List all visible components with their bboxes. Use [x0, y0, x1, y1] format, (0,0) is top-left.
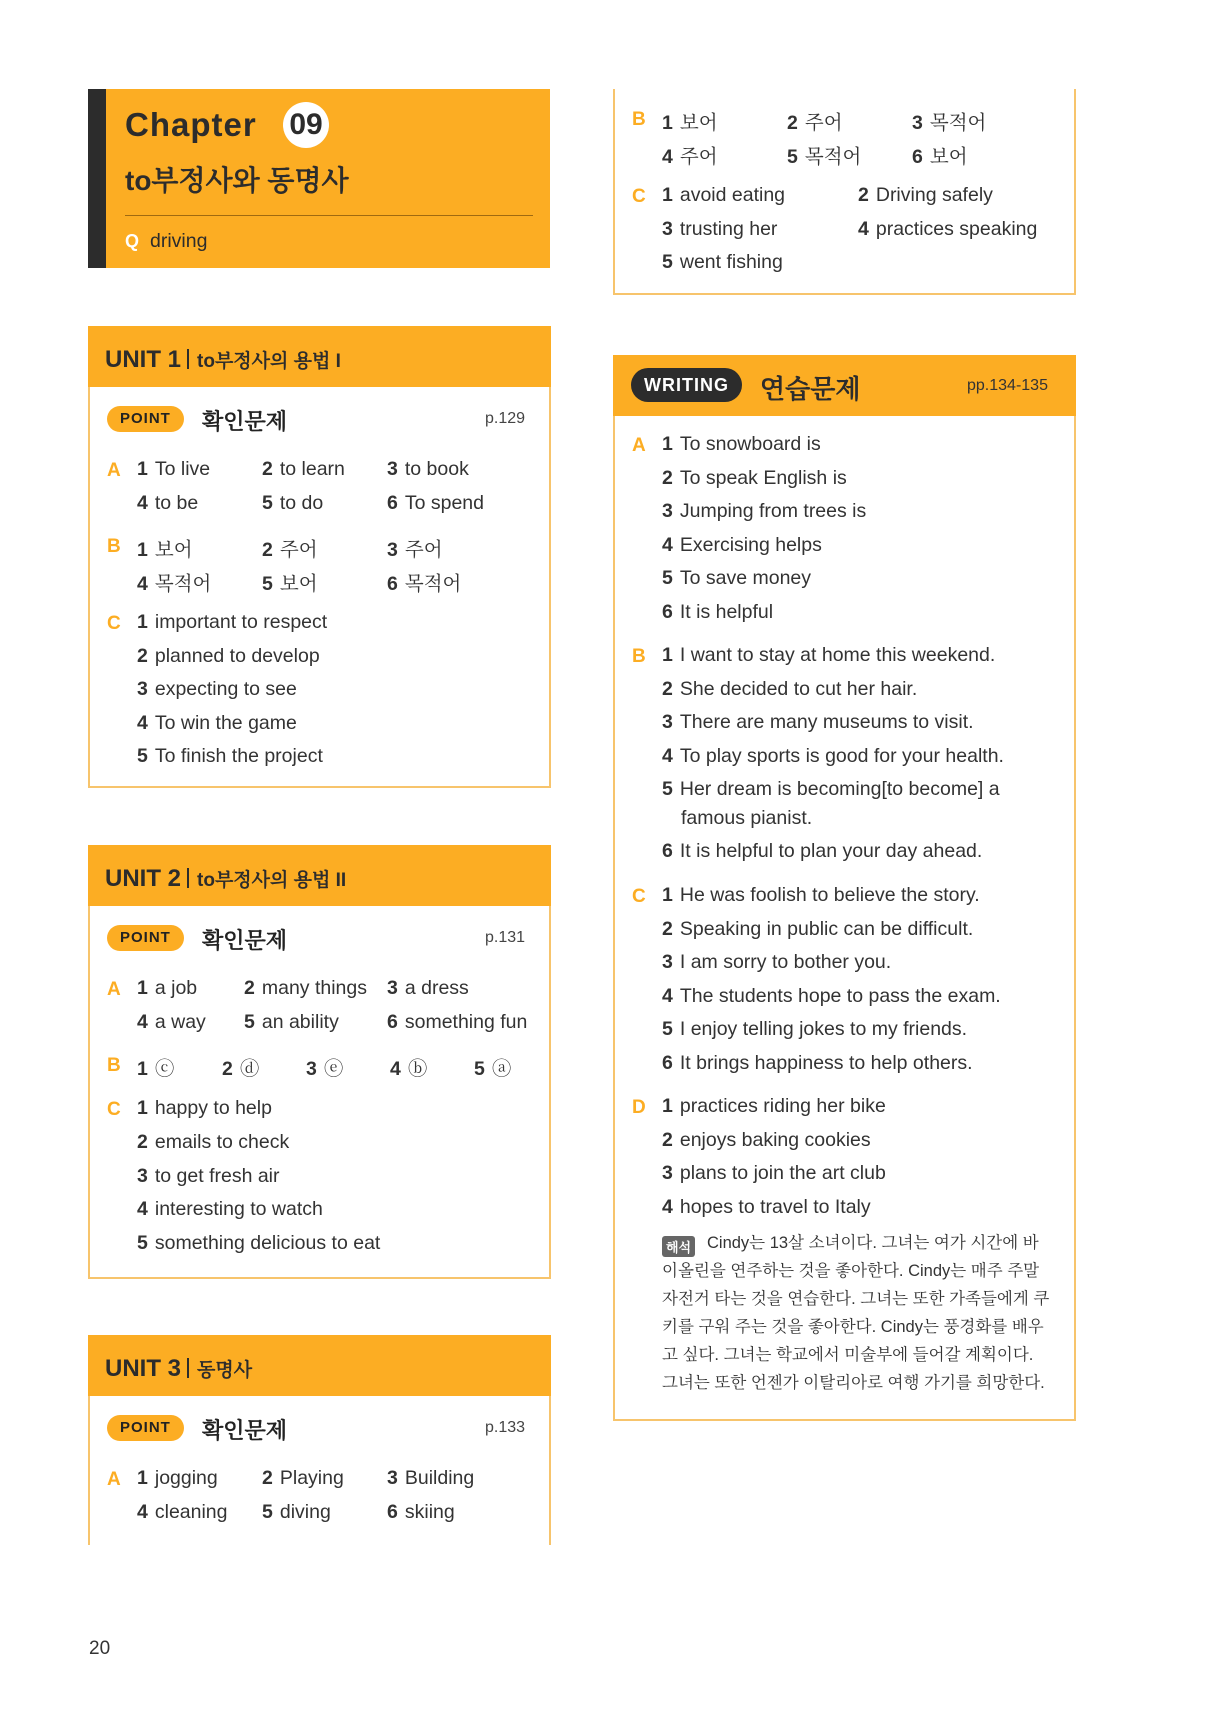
translation-line: 그녀는 또한 언젠가 이탈리아로 여행 가기를 희망한다. — [662, 1374, 1045, 1392]
list-item: 6 It brings happiness to help others. — [662, 1052, 973, 1074]
unit2-subtitle: to부정사의 용법 II — [197, 870, 347, 891]
writing-letter-b: B — [632, 646, 646, 667]
unit2-letter-a: A — [107, 979, 121, 1000]
list-item: 2 to learn — [262, 458, 345, 480]
unit1-title-row — [105, 346, 341, 374]
continuation-box — [613, 89, 1076, 295]
list-item: 6 To spend — [387, 492, 485, 514]
list-item: 1 jogging — [137, 1467, 218, 1489]
unit2-letter-c: C — [107, 1099, 121, 1120]
list-item: 4 To win the game — [137, 712, 297, 734]
list-item: 5 ⓐ — [474, 1058, 512, 1080]
translation-line: 키를 구워 주는 것을 좋아한다. Cindy는 풍경화를 배우 — [662, 1318, 1044, 1336]
unit1-title: UNIT 1 — [105, 346, 182, 373]
list-item: 4 To play sports is good for your health. — [662, 745, 1004, 767]
writing-pill: WRITING — [631, 368, 742, 402]
writing-box — [613, 355, 1076, 1421]
list-item: 3 expecting to see — [137, 678, 297, 700]
list-item: 2 enjoys baking cookies — [662, 1129, 871, 1151]
list-item: 5 diving — [262, 1501, 331, 1523]
list-item: 1 To snowboard is — [662, 433, 821, 455]
list-item: 3 plans to join the art club — [662, 1162, 886, 1184]
unit3-header — [88, 1335, 551, 1396]
list-item: 5 보어 — [262, 573, 318, 595]
list-item: 1 happy to help — [137, 1097, 272, 1119]
chapter-title: to부정사와 동명사 — [125, 165, 349, 196]
list-item: 1 보어 — [662, 112, 718, 134]
list-item: 1 To live — [137, 458, 211, 480]
list-item: 3 to book — [387, 458, 469, 480]
list-item: 2 many things — [244, 977, 367, 999]
unit1-box — [88, 326, 551, 788]
chapter-number: 09 — [283, 102, 329, 148]
list-item: 5 To finish the project — [137, 745, 323, 767]
list-item: 6 It is helpful to plan your day ahead. — [662, 840, 983, 862]
list-item: 5 목적어 — [787, 146, 862, 168]
list-item: 5 Her dream is becoming[to become] a — [662, 778, 1000, 800]
translation-line: 고 싶다. 그녀는 학교에서 미술부에 들어갈 계획이다. — [662, 1346, 1034, 1364]
list-item: 5 To save money — [662, 567, 812, 589]
list-item: 1 He was foolish to believe the story. — [662, 884, 980, 906]
list-item: 4 hopes to travel to Italy — [662, 1196, 871, 1218]
list-item: 2 Speaking in public can be difficult. — [662, 918, 974, 940]
unit3-section-title: 확인문제 — [202, 1418, 288, 1443]
list-item: 2 She decided to cut her hair. — [662, 678, 918, 700]
list-item: 3 trusting her — [662, 218, 778, 240]
unit2-section-title: 확인문제 — [202, 928, 288, 953]
list-item: 3 a dress — [387, 977, 469, 999]
unit3-title: UNIT 3 — [105, 1355, 182, 1382]
list-item: 5 something delicious to eat — [137, 1232, 381, 1254]
unit2-title: UNIT 2 — [105, 865, 182, 892]
unit3-page-ref: p.133 — [485, 1419, 526, 1436]
list-item: 1 I want to stay at home this weekend. — [662, 644, 996, 666]
list-item: 6 It is helpful — [662, 601, 774, 623]
translation-line: 자전거 타는 것을 연습한다. 그녀는 또한 가족들에게 쿠 — [662, 1290, 1050, 1308]
list-item: 5 I enjoy telling jokes to my friends. — [662, 1018, 968, 1040]
unit1-letter-a: A — [107, 460, 121, 481]
list-item: 4 주어 — [662, 146, 718, 168]
unit1-point-pill: POINT — [107, 406, 184, 432]
list-item: 1 important to respect — [137, 611, 328, 633]
unit1-letter-b: B — [107, 536, 121, 557]
unit3-point-pill: POINT — [107, 1415, 184, 1441]
page-number: 20 — [89, 1638, 111, 1659]
list-item: 3 주어 — [387, 539, 443, 561]
list-item: 3 to get fresh air — [137, 1165, 280, 1187]
list-item: 1 ⓒ — [137, 1058, 175, 1080]
writing-letter-a: A — [632, 435, 646, 456]
list-item: 6 something fun — [387, 1011, 528, 1033]
list-item: 3 Jumping from trees is — [662, 500, 867, 522]
list-item: 3 Building — [387, 1467, 475, 1489]
list-item: 2 주어 — [262, 539, 318, 561]
list-item: 4 a way — [137, 1011, 206, 1033]
list-item: 2 Driving safely — [858, 184, 993, 206]
chapter-q-answer: driving — [150, 230, 208, 252]
unit2-letter-b: B — [107, 1055, 121, 1076]
list-item: 3 목적어 — [912, 112, 987, 134]
unit2-box — [88, 845, 551, 1279]
writing-section-title: 연습문제 — [760, 374, 861, 404]
chapter-dark-bar — [88, 89, 106, 268]
unit2-title-row — [105, 865, 346, 893]
list-item: 6 보어 — [912, 146, 968, 168]
list-item: 4 목적어 — [137, 573, 212, 595]
list-item: 4 to be — [137, 492, 199, 514]
list-item: 6 목적어 — [387, 573, 462, 595]
translation-line: Cindy는 13살 소녀이다. 그녀는 여가 시간에 바 — [707, 1234, 1039, 1252]
unit3-subtitle: 동명사 — [197, 1360, 253, 1381]
list-item: 1 보어 — [137, 539, 193, 561]
unit3-letter-a: A — [107, 1469, 121, 1490]
list-item: 2 주어 — [787, 112, 843, 134]
unit1-page-ref: p.129 — [485, 410, 526, 427]
unit1-letter-c: C — [107, 613, 121, 634]
list-item: famous pianist. — [681, 807, 813, 829]
list-item: 4 ⓑ — [390, 1058, 428, 1080]
list-item: 5 an ability — [244, 1011, 339, 1033]
list-item: 4 practices speaking — [858, 218, 1038, 240]
list-item: 4 cleaning — [137, 1501, 228, 1523]
unit1-section-title: 확인문제 — [202, 409, 288, 434]
list-item: 4 interesting to watch — [137, 1198, 323, 1220]
chapter-header — [88, 89, 550, 268]
chapter-q-label: Q — [125, 231, 140, 251]
list-item: 1 practices riding her bike — [662, 1095, 886, 1117]
unit3-title-row — [105, 1355, 252, 1383]
list-item: 2 To speak English is — [662, 467, 847, 489]
unit3-box — [88, 1335, 551, 1545]
list-item: 2 Playing — [262, 1467, 344, 1489]
list-item: 3 I am sorry to bother you. — [662, 951, 892, 973]
list-item: 2 ⓓ — [222, 1058, 260, 1080]
list-item: 1 a job — [137, 977, 198, 999]
list-item: 6 skiing — [387, 1501, 455, 1523]
list-item: 1 avoid eating — [662, 184, 786, 206]
cont-letter-b: B — [632, 109, 646, 130]
cont-letter-c: C — [632, 186, 646, 207]
unit2-header — [88, 845, 551, 906]
unit2-point-pill: POINT — [107, 925, 184, 951]
chapter-label: Chapter — [125, 106, 257, 143]
unit1-header — [88, 326, 551, 387]
list-item: 2 planned to develop — [137, 645, 320, 667]
chapter-divider — [125, 215, 533, 216]
writing-header — [613, 355, 1076, 416]
translation-label: 해석 — [662, 1236, 695, 1257]
writing-page-ref: pp.134-135 — [967, 377, 1048, 394]
list-item: 3 There are many museums to visit. — [662, 711, 974, 733]
list-item: 4 Exercising helps — [662, 534, 822, 556]
list-item: 5 went fishing — [662, 251, 783, 273]
translation-line: 이올린을 연주하는 것을 좋아한다. Cindy는 매주 주말 — [662, 1262, 1040, 1280]
list-item: 4 The students hope to pass the exam. — [662, 985, 1001, 1007]
unit1-subtitle: to부정사의 용법 I — [197, 351, 341, 372]
writing-letter-c: C — [632, 886, 646, 907]
list-item: 5 to do — [262, 492, 324, 514]
list-item: 3 ⓔ — [306, 1058, 344, 1080]
unit2-page-ref: p.131 — [485, 929, 526, 946]
list-item: 2 emails to check — [137, 1131, 290, 1153]
writing-letter-d: D — [632, 1097, 646, 1118]
